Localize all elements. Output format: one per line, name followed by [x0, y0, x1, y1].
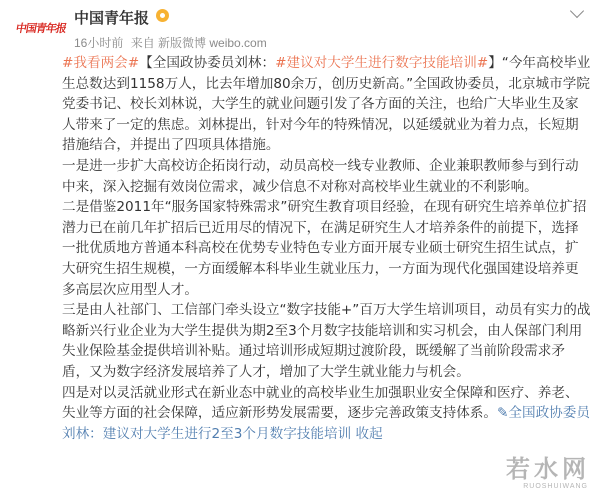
- post-source: 来自 新版微博 weibo.com: [130, 36, 267, 50]
- post-text: 二是借鉴2011年“服务国家特殊需求”研究生教育项目经验，在现有研究生培养单位扩招潜力已在前几年扩招后已近用尽的情况下，在满足研究生人才培养条件的前提下，选择一批优质地方普通本科高校在优势专业特色专业方面开展专业硕士研究生招生试点，扩大研究生招生规模，一方面缓解本科毕业生就业压力，一方面为现代化强国建设培养更多高层次应用型人才。: [62, 199, 587, 298]
- post-text: 一是进一步扩大高校访企拓岗行动，动员高校一线专业教师、企业兼职教师参与到行动中来，深入挖掘有效岗位需求，减少信息不对称对高校毕业生就业的不利影响。: [62, 157, 579, 195]
- post-text: 四是对以灵活就业形式在新业态中就业的高校毕业生加强职业安全保障和医疗、养老、失业等方面的社会保障，适应新形势发展需要，逐步完善政策支持体系。: [62, 384, 579, 422]
- topic-link[interactable]: #建议对大学生进行数字技能培训#: [275, 55, 489, 71]
- post-time[interactable]: 16小时前: [74, 36, 124, 50]
- post-text: 三是由人社部门、工信部门牵头设立“数字技能+”百万大学生培训项目，动员有实力的战略新兴行业企业为大学生提供为期2至3个月数字技能培训和实习机会，由人保部门利用失业保险基金提供培训补贴。通过培训形成短期过渡阶段，既缓解了当前阶段需求矛盾，又为数字经济发展培养了人才，增加了大学生就业能力与机会。: [62, 302, 591, 380]
- post-text: 【全国政协委员刘林：: [139, 55, 276, 71]
- author-name[interactable]: 中国青年报: [74, 10, 150, 27]
- collapse-button[interactable]: 收起: [355, 425, 383, 442]
- post-paragraph: [62, 300, 592, 382]
- avatar[interactable]: 中国青年报: [14, 22, 68, 35]
- topic-link[interactable]: #我看两会#: [62, 55, 140, 71]
- post-meta: [74, 34, 271, 51]
- watermark: 若水网: [506, 454, 590, 483]
- post-content: [62, 53, 592, 444]
- post-paragraph: [62, 383, 592, 445]
- article-link[interactable]: ✎全国政协委员刘林：建议对大学生进行2至3个月数字技能培训: [62, 405, 590, 442]
- chevron-down-icon[interactable]: [570, 4, 584, 18]
- post-text: 】“今年高校毕业生总数达到1158万人，比去年增加80余万，创历史新高。”全国政协委员，北京城市学院党委书记、校长刘林说，大学生的就业问题引发了各方面的关注，也给广大毕业生及家人带来了一定的焦虑。刘林提出，针对今年的特殊情况，以延缓就业为着力点，长短期措施结合，并提出了四项具体措施。: [62, 55, 591, 154]
- watermark-sub: RUOSHUIWANG: [523, 483, 588, 490]
- post-paragraph: [62, 197, 592, 300]
- post-paragraph: [62, 156, 592, 197]
- post-paragraph: [62, 53, 592, 156]
- post-header: [16, 6, 586, 52]
- vip-badge-icon: [156, 9, 169, 22]
